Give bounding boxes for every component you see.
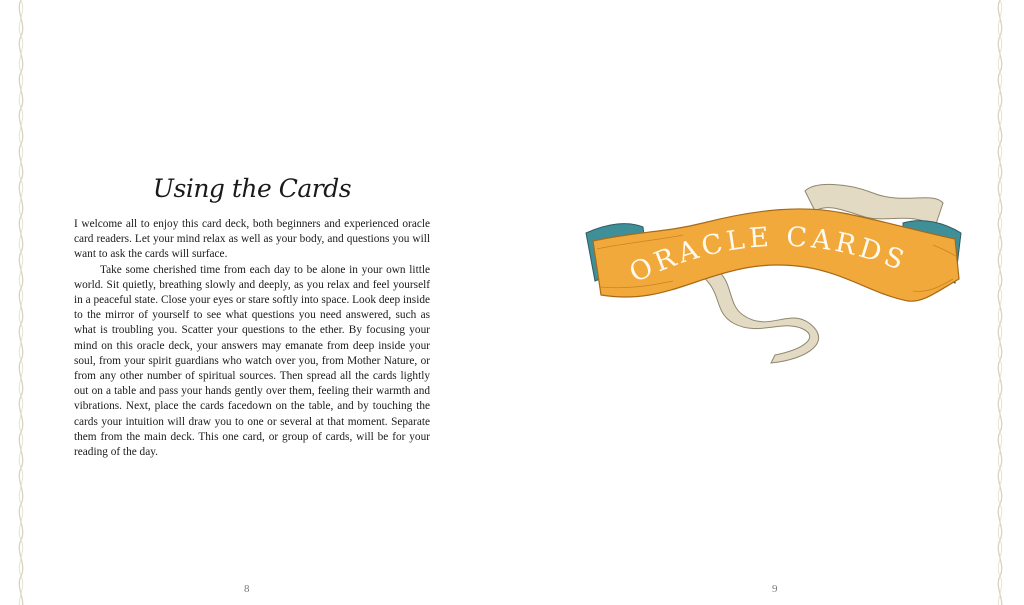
page-number-left: 8 bbox=[244, 583, 250, 595]
oracle-cards-banner bbox=[583, 183, 965, 365]
ribbon-lower-loop bbox=[701, 271, 819, 363]
page-title: Using the Cards bbox=[152, 174, 352, 203]
banner-text: ORACLE CARDS bbox=[624, 221, 912, 290]
paragraph-2: Take some cherished time from each day to be alone in your own little world. Sit quietly, breathing slowly and deeply, as you relax and feel yourself in a peaceful state. Close your eyes or stare softly into space. Look deep inside to the mirror of yourself to see what questions you need answered, such as what is troubling you. Scatter your questions to the ether. By focusing your mind on this oracle deck, your answers may emanate from deep inside your soul, from your spirit guardians who watch over you, from Mother Nature, or from any other number of spiritual sources. Then spread all the cards lightly out on a table and pass your hands gently over them, feeling their warmth and vibrations. Next, place the cards facedown on the table, and by touching the cards your intuition will draw you to one or several at that moment. Separate them from the main deck. This one card, or group of cards, will be for your reading of the day. bbox=[74, 263, 430, 459]
body-text bbox=[74, 217, 430, 460]
paragraph-1: I welcome all to enjoy this card deck, both beginners and experienced oracle card readers. Let your mind relax as well as your body, and questions you will want to ask the cards will surface. bbox=[74, 218, 430, 261]
page-number-right: 9 bbox=[772, 583, 778, 595]
